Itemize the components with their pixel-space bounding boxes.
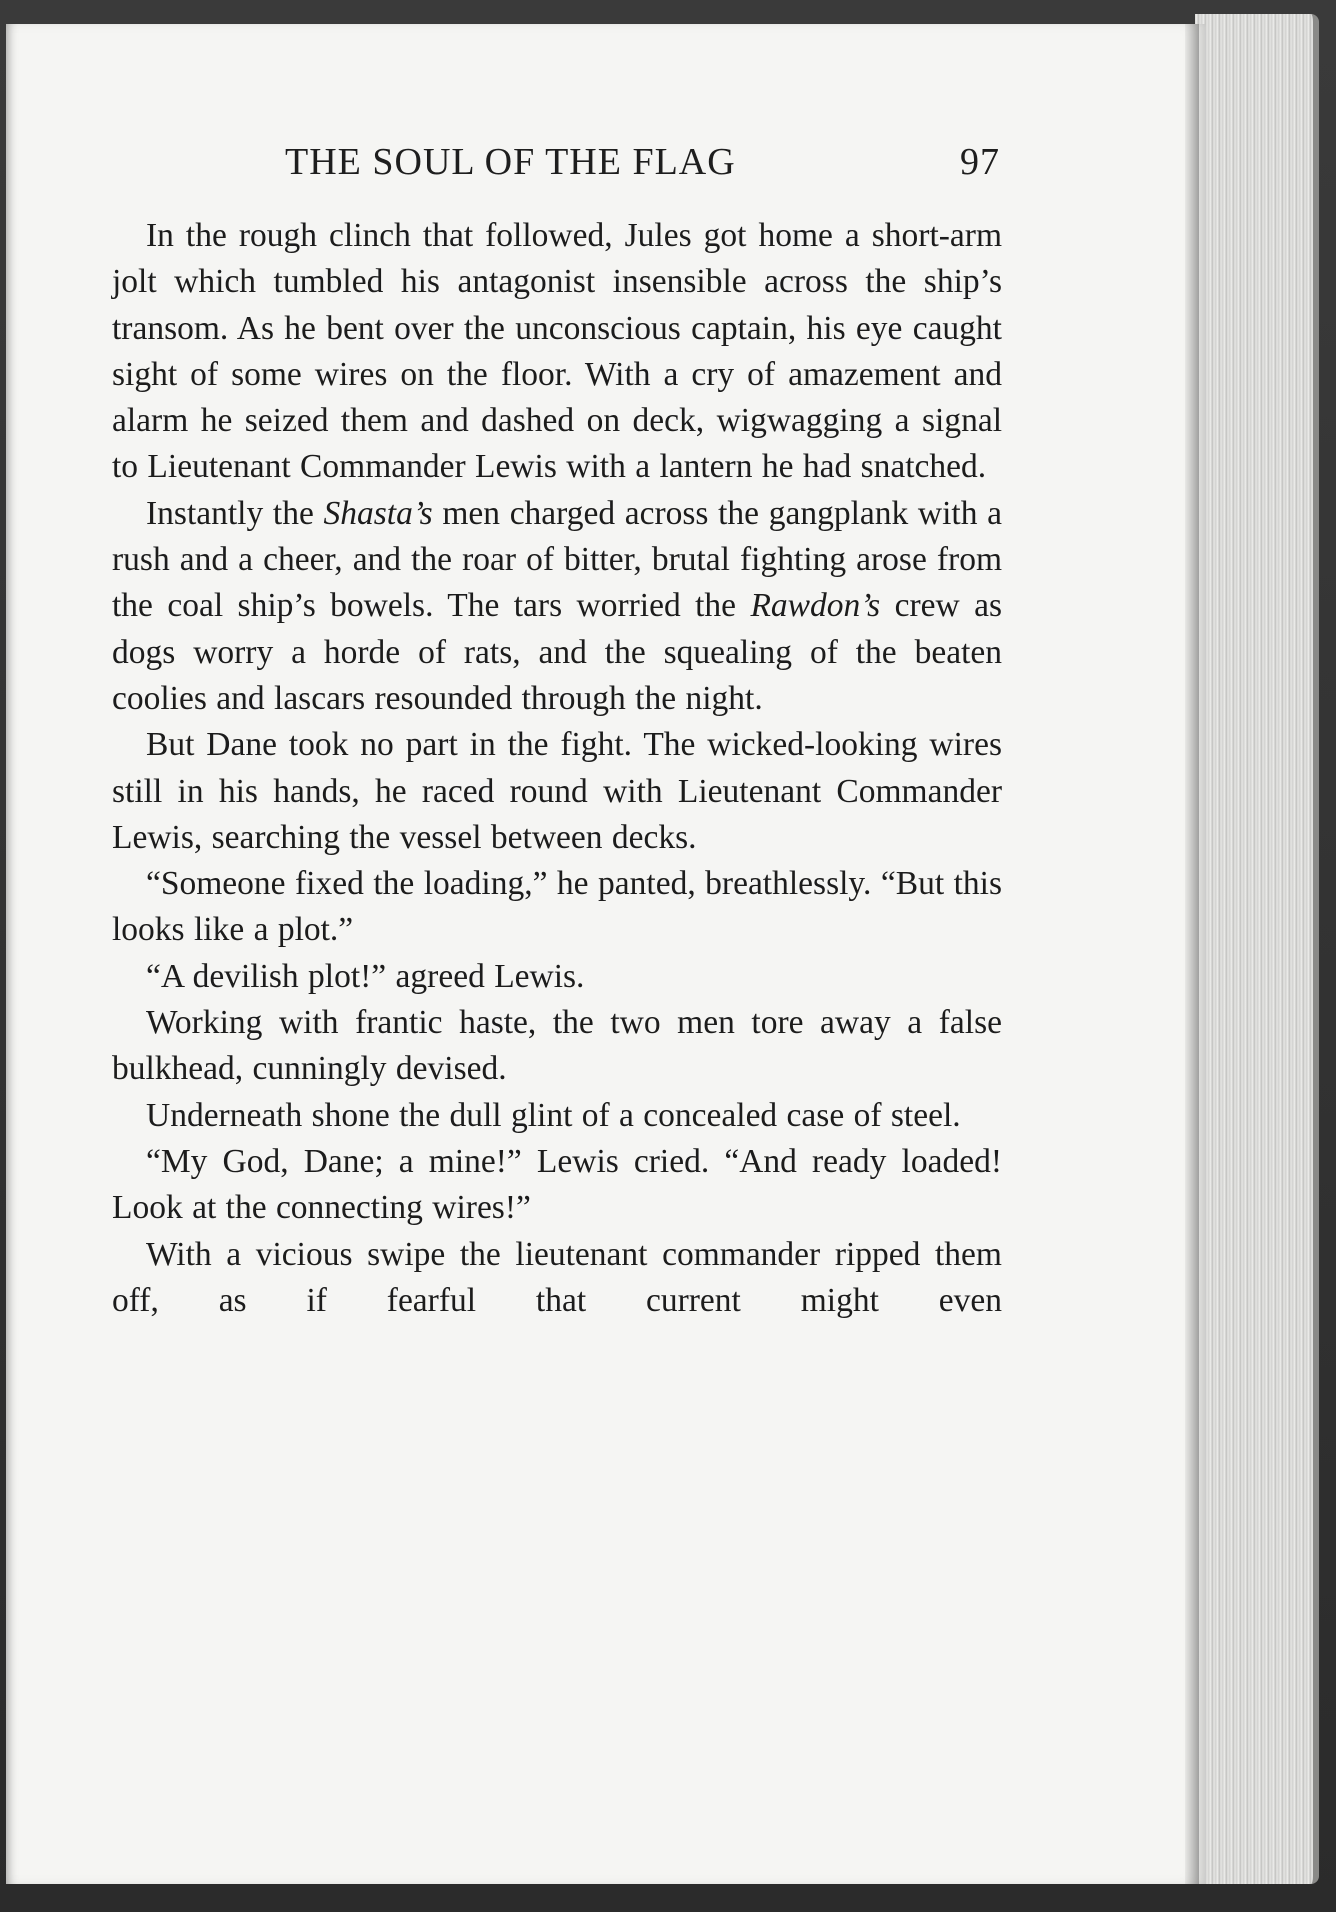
paragraph-text: But Dane took no part in the fight. The wicked-looking wires still in his hands, he raced round with Lieutenant Commander Lewis, searching the vessel between decks.	[112, 726, 1002, 856]
paragraph-text: “My God, Dane; a mine!” Lewis cried. “And ready loaded! Look at the connecting wires!”	[112, 1142, 1002, 1227]
body-text	[112, 213, 1002, 1324]
paragraph	[112, 861, 1002, 954]
paragraph-text: Instantly the	[146, 494, 324, 532]
paragraph-text: men charged across the gangplank with a rush and a cheer, and the roar of bitter, brutal fighting arose from the coal ship’s bowels. The tars worried the	[112, 494, 1002, 625]
paragraph	[112, 213, 1002, 491]
ship-name: Rawdon’s	[750, 587, 881, 625]
paragraph	[112, 491, 1002, 722]
paragraph	[112, 1139, 1002, 1232]
paragraph-text: crew as dogs worry a horde of rats, and the squealing of the beaten coolies and lascars resounded through the night.	[112, 587, 1002, 717]
paragraph	[112, 1093, 1002, 1139]
paragraph-text: Underneath shone the dull glint of a concealed case of steel.	[146, 1096, 961, 1134]
paragraph-text: “Someone fixed the loading,” he panted, breathlessly. “But this looks like a plot.”	[112, 865, 1002, 949]
paragraph-text: In the rough clinch that followed, Jules got home a short-arm jolt which tumbled his antagonist insensible across the ship’s transom. As he bent over the unconscious captain, his eye caught sight of some wires on the floor. With a cry of amazement and alarm he seized them and dashed on deck, wigwagging a signal to Lieutenant Commander Lewis with a lantern he had snatched.	[112, 217, 1002, 486]
running-head-title: THE SOUL OF THE FLAG	[285, 141, 736, 183]
paragraph	[112, 1000, 1002, 1093]
book-page-edges	[1195, 14, 1319, 1884]
ship-name: Shasta’s	[323, 494, 433, 532]
page-number: 97	[960, 141, 1000, 183]
paragraph-text: With a vicious swipe the lieutenant commander ripped them off, as if fearful that current might even	[112, 1235, 1002, 1319]
paragraph-text: “A devilish plot!” agreed Lewis.	[146, 957, 585, 995]
page-gutter-shadow	[1185, 24, 1199, 1884]
paragraph	[112, 1232, 1002, 1325]
paragraph-text: Working with frantic haste, the two men tore away a false bulkhead, cunningly devised.	[112, 1004, 1002, 1088]
paragraph	[112, 954, 1002, 1000]
paragraph	[112, 722, 1002, 861]
